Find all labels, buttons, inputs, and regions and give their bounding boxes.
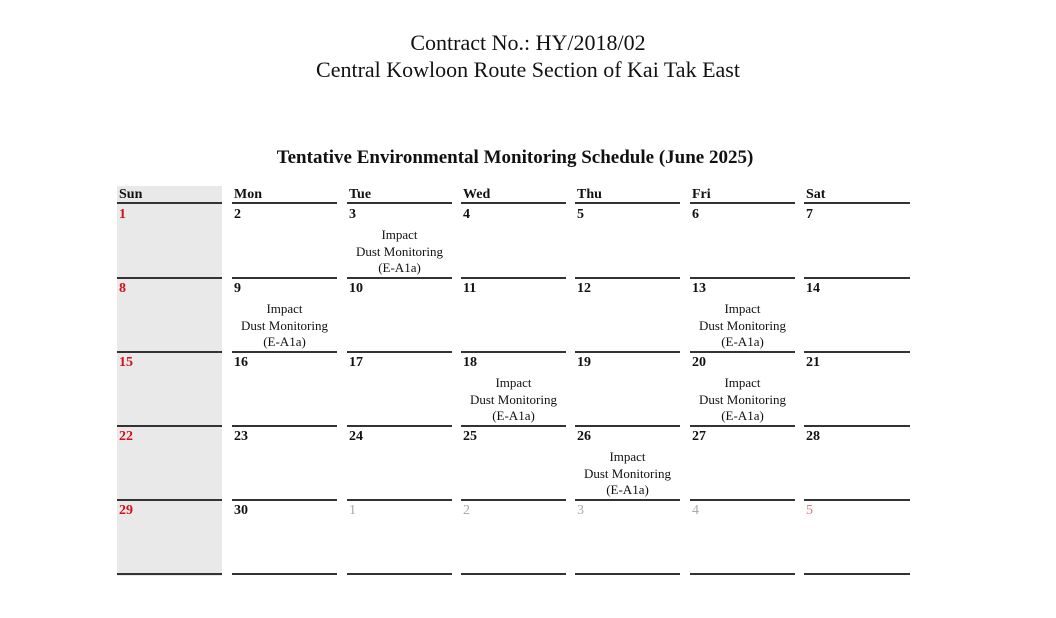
day-number: 29	[119, 503, 133, 518]
day-cell	[117, 205, 222, 279]
day-cell	[232, 427, 337, 501]
contract-number: Contract No.: HY/2018/02	[410, 30, 646, 55]
day-cell	[347, 427, 452, 501]
day-number: 14	[806, 281, 820, 296]
day-cell	[461, 353, 566, 427]
event-text-line1: Impact	[266, 301, 303, 316]
day-cell	[347, 205, 452, 279]
event-text-line2: Dust Monitoring	[698, 391, 787, 407]
day-number: 12	[577, 281, 591, 296]
day-number: 1	[349, 503, 356, 518]
day-number: 3	[577, 503, 584, 518]
event-text-line2: Dust Monitoring	[583, 465, 672, 481]
weekday-header-sun: Sun	[117, 186, 222, 204]
day-number: 11	[463, 281, 477, 296]
day-cell	[804, 279, 910, 353]
event-text-line2: Dust Monitoring	[240, 317, 329, 333]
day-cell	[117, 427, 222, 501]
day-cell	[690, 501, 795, 575]
day-number: 2	[234, 207, 241, 222]
day-cell	[690, 427, 795, 501]
event-text-line2: Dust Monitoring	[698, 317, 787, 333]
schedule-title: Tentative Environmental Monitoring Schedule (June 2025)	[276, 147, 754, 168]
day-cell	[117, 353, 222, 427]
day-cell	[117, 279, 222, 353]
day-number: 4	[463, 207, 470, 222]
monitoring-event	[575, 449, 680, 499]
day-number: 24	[349, 429, 363, 444]
day-number: 25	[463, 429, 477, 444]
day-number: 19	[577, 355, 591, 370]
day-number: 7	[806, 207, 813, 222]
day-number: 9	[234, 281, 241, 296]
day-number: 5	[577, 207, 584, 222]
day-number: 15	[119, 355, 133, 370]
day-cell	[232, 279, 337, 353]
day-cell	[690, 279, 795, 353]
day-cell	[804, 205, 910, 279]
weekday-header-wed: Wed	[461, 186, 566, 204]
day-cell	[575, 353, 680, 427]
day-cell	[690, 353, 795, 427]
event-text-line1: Impact	[495, 375, 532, 390]
day-cell	[804, 427, 910, 501]
event-text-line3: (E-A1a)	[263, 334, 306, 349]
day-cell	[347, 501, 452, 575]
day-number: 26	[577, 429, 591, 444]
event-text-line3: (E-A1a)	[606, 482, 649, 497]
day-cell	[232, 205, 337, 279]
day-cell	[575, 501, 680, 575]
day-number: 20	[692, 355, 706, 370]
day-number: 6	[692, 207, 699, 222]
day-number: 2	[463, 503, 470, 518]
day-number: 30	[234, 503, 248, 518]
monitoring-event	[690, 375, 795, 425]
day-cell	[461, 427, 566, 501]
day-number: 10	[349, 281, 363, 296]
day-cell	[690, 205, 795, 279]
project-name: Central Kowloon Route Section of Kai Tak East	[316, 57, 740, 82]
weekday-header-tue: Tue	[347, 186, 452, 204]
monitoring-event	[461, 375, 566, 425]
event-text-line3: (E-A1a)	[378, 260, 421, 275]
monitoring-event	[690, 301, 795, 351]
day-number: 21	[806, 355, 820, 370]
day-cell	[117, 501, 222, 575]
day-cell	[232, 353, 337, 427]
event-text-line1: Impact	[724, 375, 761, 390]
event-text-line3: (E-A1a)	[721, 334, 764, 349]
event-text-line3: (E-A1a)	[721, 408, 764, 423]
day-number: 23	[234, 429, 248, 444]
monitoring-event	[347, 227, 452, 277]
day-number: 22	[119, 429, 133, 444]
day-cell	[232, 501, 337, 575]
monitoring-event	[232, 301, 337, 351]
day-cell	[804, 501, 910, 575]
day-cell	[461, 279, 566, 353]
day-number: 13	[692, 281, 706, 296]
event-text-line1: Impact	[724, 301, 761, 316]
event-text-line3: (E-A1a)	[492, 408, 535, 423]
day-number: 1	[119, 207, 126, 222]
day-cell	[804, 353, 910, 427]
event-text-line2: Dust Monitoring	[355, 243, 444, 259]
weekday-header-sat: Sat	[804, 186, 910, 204]
day-number: 28	[806, 429, 820, 444]
day-cell	[461, 501, 566, 575]
event-text-line1: Impact	[381, 227, 418, 242]
day-cell	[575, 279, 680, 353]
day-cell	[461, 205, 566, 279]
day-number: 5	[806, 503, 813, 518]
day-number: 4	[692, 503, 699, 518]
day-cell	[575, 427, 680, 501]
weekday-header-mon: Mon	[232, 186, 337, 204]
weekday-header-fri: Fri	[690, 186, 795, 204]
day-number: 18	[463, 355, 477, 370]
event-text-line1: Impact	[609, 449, 646, 464]
weekday-header-thu: Thu	[575, 186, 680, 204]
day-cell	[347, 353, 452, 427]
day-cell	[347, 279, 452, 353]
day-number: 16	[234, 355, 248, 370]
day-number: 3	[349, 207, 356, 222]
event-text-line2: Dust Monitoring	[469, 391, 558, 407]
day-cell	[575, 205, 680, 279]
day-number: 8	[119, 281, 126, 296]
day-number: 17	[349, 355, 363, 370]
day-number: 27	[692, 429, 706, 444]
